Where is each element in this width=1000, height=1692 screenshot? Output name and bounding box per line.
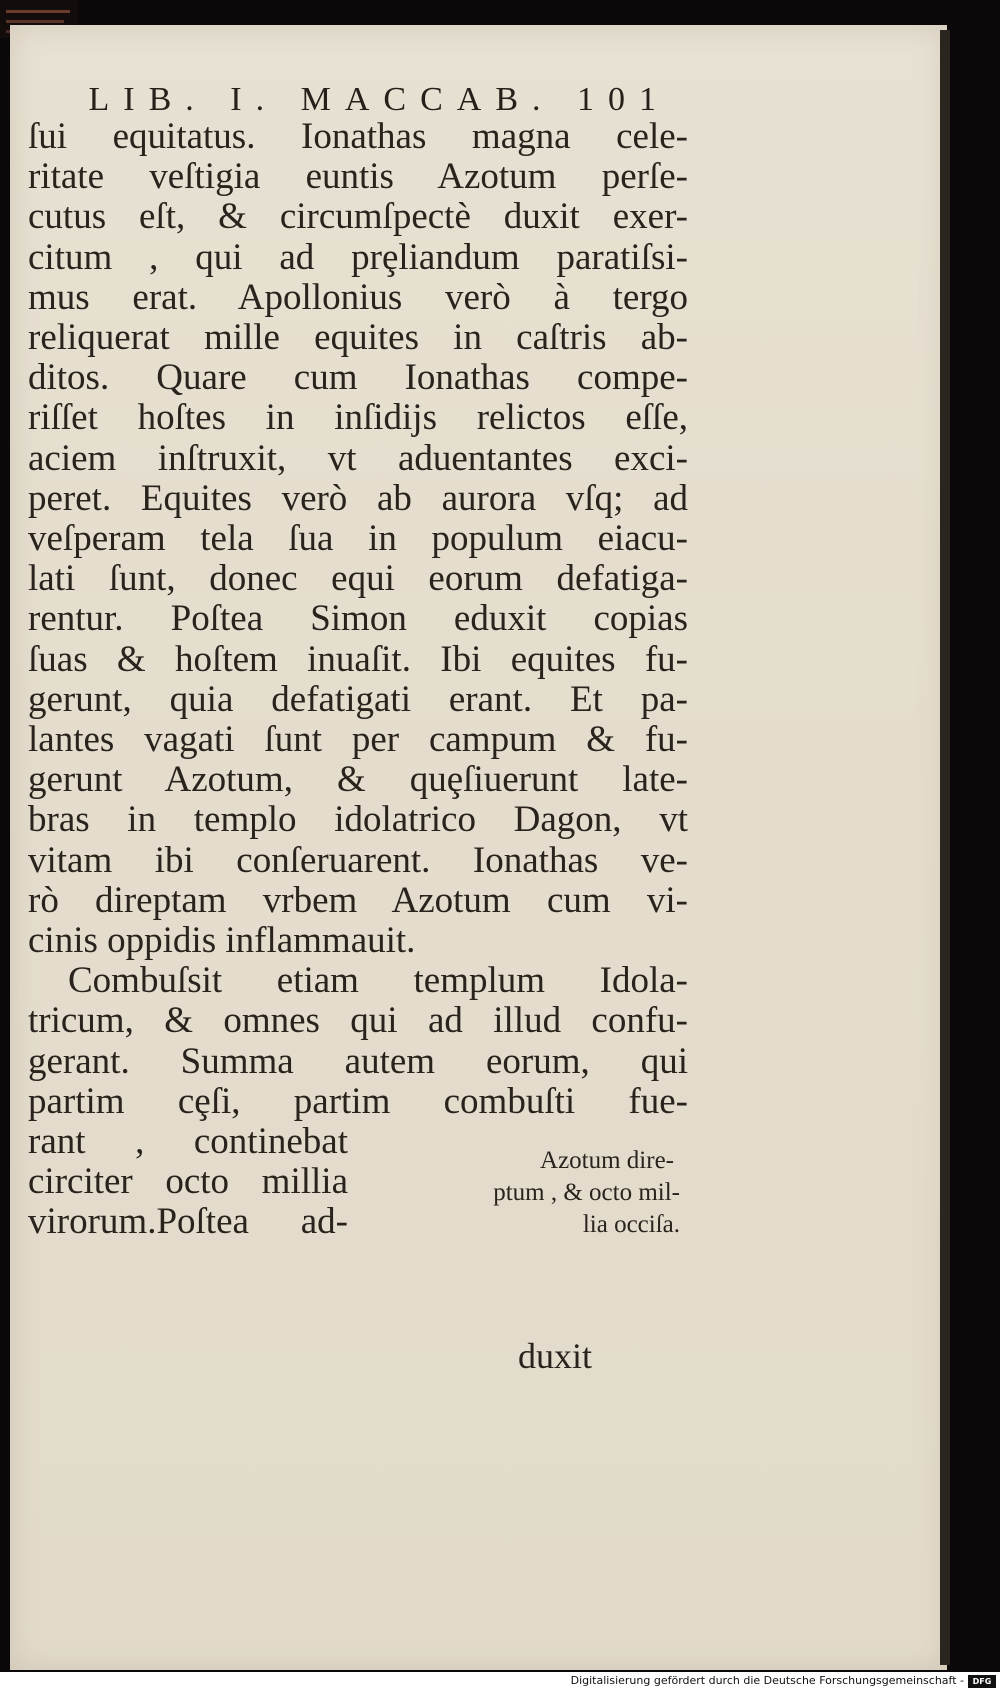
- text-line: mus erat. Apollonius verò à tergo: [28, 276, 688, 318]
- marginal-note-line: Azotum dire-: [540, 1147, 674, 1174]
- text-line: rò direptam vrbem Azotum cum vi-: [28, 879, 688, 921]
- dfg-logo: DFG: [968, 1675, 996, 1688]
- text-line: ditos. Quare cum Ionathas compe-: [28, 357, 688, 399]
- page-edge: [940, 30, 950, 1665]
- text-line: cutus eſt, & circumſpectè duxit exer-: [28, 196, 688, 238]
- text-line: gerant. Summa autem eorum, qui: [28, 1040, 688, 1082]
- text-line: citum , qui ad prȩliandum paratiſsi-: [28, 236, 688, 278]
- text-line: lantes vagati ſunt per campum & fu-: [28, 719, 688, 761]
- text-line: rentur. Poſtea Simon eduxit copias: [28, 598, 688, 640]
- text-line: peret. Equites verò ab aurora vſq; ad: [28, 477, 688, 519]
- text-line: ſuas & hoſtem inuaſit. Ibi equites fu-: [28, 638, 688, 680]
- text-line: aciem inſtruxit, vt aduentantes exci-: [28, 437, 688, 479]
- text-line: ritate veſtigia euntis Azotum perſe-: [28, 156, 688, 198]
- text-line: lati ſunt, donec equi eorum defatiga-: [28, 558, 688, 600]
- text-line: virorum.Poſtea ad-: [28, 1201, 348, 1243]
- marginal-note: [390, 1145, 680, 1241]
- running-head: LIB. I. MACCAB. 101: [88, 81, 670, 118]
- text-line: ſui equitatus. Ionathas magna cele-: [28, 116, 688, 157]
- text-line: vitam ibi conſeruarent. Ionathas ve-: [28, 839, 688, 881]
- funding-notice: Digitalisierung gefördert durch die Deutsche Forschungsgemeinschaft -: [570, 1674, 964, 1687]
- main-text: [28, 117, 688, 1243]
- book-page: [10, 25, 947, 1670]
- text-line: cinis oppidis inflammauit.: [28, 920, 416, 962]
- text-line: rant , continebat: [28, 1121, 348, 1163]
- marginal-note-line: ptum , & octo mil-: [493, 1179, 680, 1206]
- text-line: gerunt, quia defatigati erant. Et pa-: [28, 678, 688, 720]
- text-line: reliquerat mille equites in caſtris ab-: [28, 317, 688, 359]
- catchword: duxit: [517, 1336, 592, 1376]
- text-line: veſperam tela ſua in populum eiacu-: [28, 518, 688, 560]
- paragraph-start-line: Combuſsit etiam templum Idola-: [68, 960, 688, 1002]
- text-line: bras in templo idolatrico Dagon, vt: [28, 799, 688, 841]
- text-line: riſſet hoſtes in inſidijs relictos eſſe,: [28, 397, 688, 439]
- digitization-footer: [0, 1672, 1000, 1692]
- text-line: gerunt Azotum, & quȩſiuerunt late-: [28, 759, 688, 801]
- text-line: partim cȩſi, partim combuſti fue-: [28, 1080, 688, 1122]
- marginal-note-line: lia occiſa.: [582, 1211, 680, 1238]
- text-line: tricum, & omnes qui ad illud confu-: [28, 1000, 688, 1042]
- text-line: circiter octo millia: [28, 1161, 348, 1203]
